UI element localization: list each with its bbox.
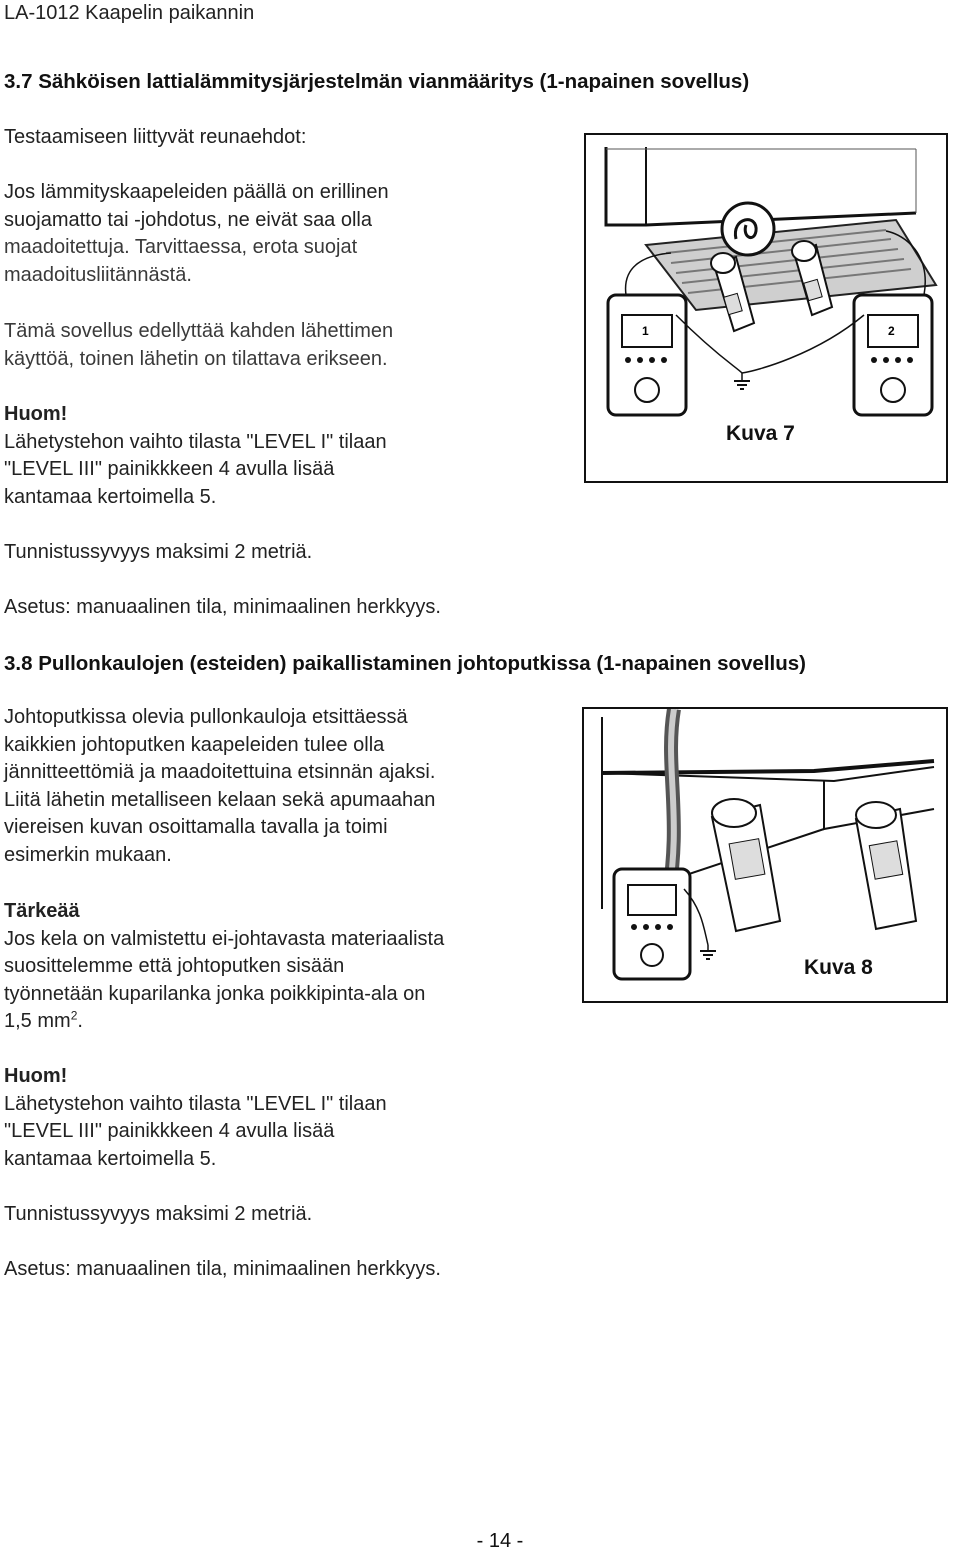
text-line: Johtoputkissa olevia pullonkauloja etsittäessä: [4, 706, 408, 728]
ground-icon: [734, 381, 750, 389]
text-line: kantamaa kertoimella 5.: [4, 1147, 217, 1170]
s37-setting: Asetus: manuaalinen tila, minimaalinen herkkyys.: [4, 596, 441, 618]
transmitter-2-label: 2: [888, 324, 895, 338]
text-line: kaikkien johtoputken kaapeleiden tulee olla: [4, 733, 385, 756]
superscript: 2: [70, 1008, 78, 1023]
note-label: Huom!: [4, 1065, 68, 1087]
text-line: [4, 1008, 444, 1036]
text-line: jännitteettömiä ja maadoitettuina etsinnän ajaksi.: [4, 761, 436, 783]
figure-7-caption: Kuva 7: [726, 422, 795, 445]
conditions-title: Testaamiseen liittyvät reunaehdot:: [4, 126, 307, 148]
document-header: LA-1012 Kaapelin paikannin: [4, 2, 255, 24]
s38-depth: Tunnistussyvyys maksimi 2 metriä.: [4, 1203, 313, 1225]
text-line: Jos lämmityskaapeleiden päällä on erillinen: [4, 181, 389, 203]
transmitter-1-label: 1: [642, 324, 649, 338]
receiver-left-icon: [712, 799, 780, 931]
text-line: "LEVEL III" painikkkeen 4 avulla lisää: [4, 1120, 335, 1142]
text-line: Lähetystehon vaihto tilasta "LEVEL I" tilaan: [4, 1092, 387, 1115]
text-line: esimerkin mukaan.: [4, 843, 172, 866]
figure-8: [582, 707, 948, 1003]
text-line: maadoitettuja. Tarvittaessa, erota suojat: [4, 236, 358, 258]
s38-setting: Asetus: manuaalinen tila, minimaalinen herkkyys.: [4, 1258, 441, 1280]
line-end: .: [77, 1010, 83, 1032]
s37-note: [4, 401, 387, 511]
s37-depth: Tunnistussyvyys maksimi 2 metriä.: [4, 541, 313, 563]
s37-paragraph-2: [4, 318, 393, 373]
s38-important: [4, 898, 444, 1036]
s38-paragraph-1: [4, 704, 435, 869]
text-line: käyttöä, toinen lähetin on tilattava erikseen.: [4, 347, 388, 370]
text-line: työnnetään kuparilanka jonka poikkipinta-ala on: [4, 982, 426, 1005]
text-line: viereisen kuvan osoittamalla tavalla ja toimi: [4, 816, 388, 838]
section-3-7-heading: 3.7 Sähköisen lattialämmitysjärjestelmän vianmääritys (1-napainen sovellus): [4, 70, 750, 93]
s37-paragraph-1: [4, 179, 389, 289]
text-line: Lähetystehon vaihto tilasta "LEVEL I" tilaan: [4, 430, 387, 453]
figure-7: [584, 133, 948, 483]
cross-section-value: 1,5 mm: [4, 1010, 71, 1032]
text-line: suojamatto tai -johdotus, ne eivät saa olla: [4, 208, 372, 231]
ground-icon: [700, 951, 716, 959]
text-line: Tämä sovellus edellyttää kahden lähettimen: [4, 320, 394, 342]
transmitter-icon: [614, 869, 690, 979]
s38-note: [4, 1063, 387, 1173]
note-label: Huom!: [4, 403, 68, 425]
figure-8-caption: Kuva 8: [804, 956, 873, 979]
text-line: Liitä lähetin metalliseen kelaan sekä apumaahan: [4, 788, 436, 811]
text-line: Jos kela on valmistettu ei-johtavasta materiaalista: [4, 927, 445, 950]
text-line: "LEVEL III" painikkkeen 4 avulla lisää: [4, 458, 335, 480]
page-number: - 14 -: [476, 1530, 524, 1552]
section-3-8-heading: 3.8 Pullonkaulojen (esteiden) paikallistaminen johtoputkissa (1-napainen sovellus): [4, 652, 806, 675]
conduit-illustration: [584, 709, 946, 1001]
important-label: Tärkeää: [4, 900, 80, 922]
transmitter-2-icon: [854, 295, 932, 415]
text-line: maadoitusliitännästä.: [4, 263, 192, 286]
text-line: suosittelemme että johtoputken sisään: [4, 955, 345, 977]
transmitter-1-icon: [608, 295, 686, 415]
receiver-right-icon: [856, 802, 916, 929]
text-line: kantamaa kertoimella 5.: [4, 485, 217, 508]
